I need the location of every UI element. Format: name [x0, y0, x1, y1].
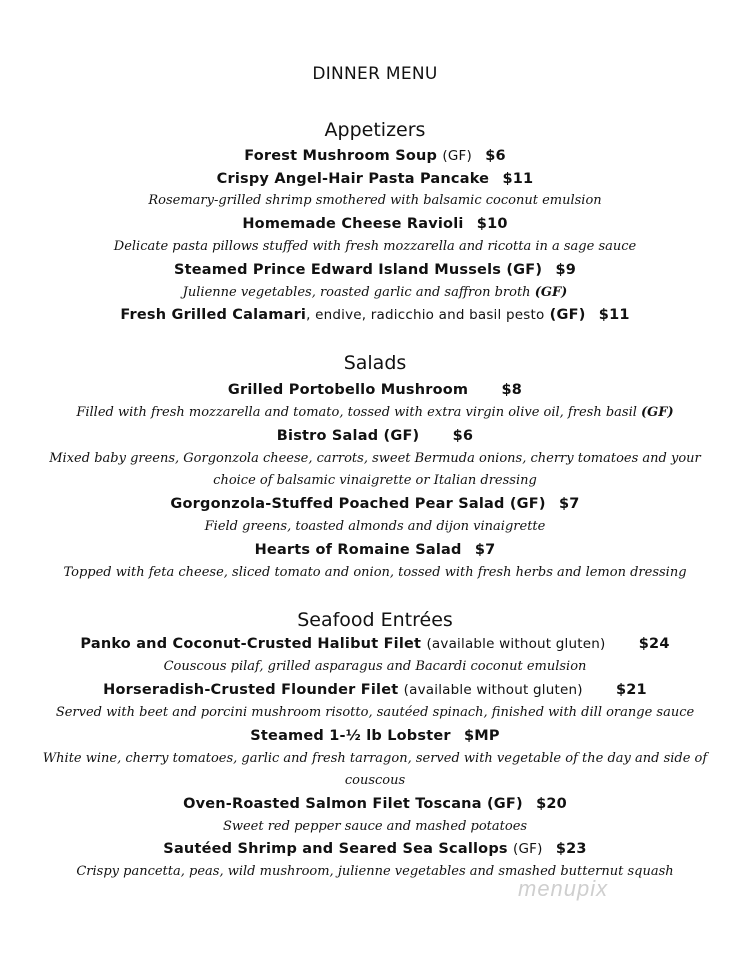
item-price: $11	[502, 171, 534, 187]
item-price: $21	[615, 682, 647, 698]
menu-item	[0, 839, 750, 859]
item-description: Rosemary-grilled shrimp smothered with balsamic coconut emulsion	[148, 193, 602, 208]
item-description: Served with beet and porcini mushroom risotto, sautéed spinach, finished with dill orange sauce	[55, 705, 695, 720]
item-name: Forest Mushroom Soup	[244, 148, 438, 164]
section-heading-seafood: Seafood Entrées	[297, 609, 453, 631]
item-note: (GF)	[442, 148, 472, 164]
item-name: Steamed Prince Edward Island Mussels (GF)	[173, 262, 543, 278]
item-description: Couscous pilaf, grilled asparagus and Bacardi coconut emulsion	[163, 659, 587, 674]
item-name: Oven-Roasted Salmon Filet Toscana (GF)	[183, 796, 523, 812]
page-title: DINNER MENU	[312, 64, 438, 84]
item-description	[0, 283, 750, 303]
gf-tag: (GF)	[641, 405, 674, 420]
menu-item	[0, 540, 750, 560]
item-note: (available without gluten)	[426, 636, 606, 652]
menu-item	[0, 426, 750, 446]
item-description: Sweet red pepper sauce and mashed potatoes	[222, 819, 528, 834]
menu-item	[0, 794, 750, 814]
item-price: $11	[598, 307, 630, 323]
item-name: Fresh Grilled Calamari	[120, 307, 307, 323]
menu-item	[0, 680, 750, 700]
item-price: $6	[485, 148, 506, 164]
item-name: Horseradish-Crusted Flounder Filet	[103, 682, 399, 698]
item-name: Hearts of Romaine Salad	[254, 542, 462, 558]
section-heading-salads: Salads	[343, 352, 407, 374]
item-name: Crispy Angel-Hair Pasta Pancake	[216, 171, 490, 187]
item-tag: (GF)	[549, 307, 586, 323]
item-name: Homemade Cheese Ravioli	[242, 216, 464, 232]
item-price: $24	[638, 636, 670, 652]
item-name: Steamed 1-½ lb Lobster	[250, 728, 451, 744]
menu-item	[0, 146, 750, 166]
menu-item	[0, 634, 750, 654]
item-price: $MP	[463, 728, 500, 744]
item-description-text: Julienne vegetables, roasted garlic and saffron broth	[182, 285, 531, 300]
item-description: Delicate pasta pillows stuffed with fresh mozzarella and ricotta in a sage sauce	[113, 239, 637, 254]
item-name: Sautéed Shrimp and Seared Sea Scallops	[163, 841, 508, 857]
section-heading-appetizers: Appetizers	[324, 119, 426, 141]
menu-item	[0, 380, 750, 400]
item-price: $6	[452, 428, 474, 444]
watermark-logo: menupix	[518, 876, 609, 901]
item-description: Field greens, toasted almonds and dijon vinaigrette	[204, 519, 546, 534]
menu-item	[0, 305, 750, 325]
menu-item	[0, 260, 750, 280]
item-description: couscous	[344, 773, 406, 788]
item-price: $20	[536, 796, 567, 812]
item-price: $9	[555, 262, 577, 278]
item-price: $7	[474, 542, 496, 558]
item-description: White wine, cherry tomatoes, garlic and fresh tarragon, served with vegetable of the day and side of	[42, 751, 708, 766]
item-description-text: Filled with fresh mozzarella and tomato, tossed with extra virgin olive oil, fresh basil	[76, 405, 637, 420]
item-name: Bistro Salad (GF)	[276, 428, 420, 444]
menu-item	[0, 726, 750, 746]
item-name: Gorgonzola-Stuffed Poached Pear Salad (GF)	[170, 496, 546, 512]
item-description: Crispy pancetta, peas, wild mushroom, julienne vegetables and smashed butternut squash	[76, 864, 674, 879]
item-description: Topped with feta cheese, sliced tomato and onion, tossed with fresh herbs and lemon dressing	[63, 565, 687, 580]
item-price: $10	[476, 216, 508, 232]
menu-item	[0, 494, 750, 514]
item-price: $7	[558, 496, 580, 512]
item-name: Grilled Portobello Mushroom	[227, 382, 469, 398]
item-note: (GF)	[513, 841, 543, 857]
item-note: , endive, radicchio and basil pesto	[306, 307, 545, 323]
item-description	[0, 403, 750, 423]
item-price: $8	[501, 382, 523, 398]
item-price: $23	[555, 841, 587, 857]
item-note: (available without gluten)	[403, 682, 583, 698]
item-name: Panko and Coconut-Crusted Halibut Filet	[80, 636, 422, 652]
item-description: Mixed baby greens, Gorgonzola cheese, carrots, sweet Bermuda onions, cherry tomatoes and your	[49, 451, 701, 466]
item-description: choice of balsamic vinaigrette or Italian dressing	[213, 473, 537, 488]
menu-item	[0, 169, 750, 189]
gf-tag: (GF)	[534, 285, 568, 300]
menu-item	[0, 214, 750, 234]
